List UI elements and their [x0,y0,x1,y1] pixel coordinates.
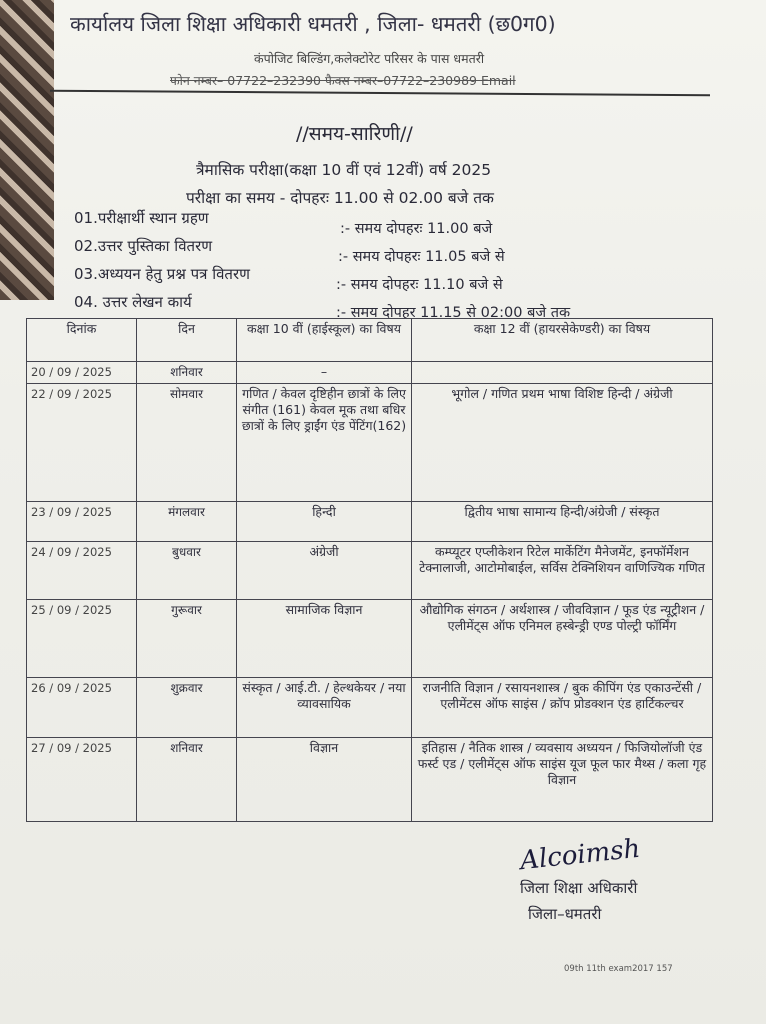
row-class12: इतिहास / नैतिक शास्त्र / व्यवसाय अध्ययन / फिजियोलॉजी एंड फर्स्ट एड / एलीमेंट्स ऑफ साइंस यूज फूल फार मैथ्स / कला गृह विज्ञान [412,738,713,822]
row-date: 23 / 09 / 2025 [27,502,137,542]
header-date: दिनांक [27,319,137,362]
row-date: 26 / 09 / 2025 [27,678,137,738]
row-class10: अंग्रेजी [237,542,412,600]
schedule-label-3: 03.अध्ययन हेतु प्रश्न पत्र वितरण [74,265,250,283]
office-address: कंपोजिट बिल्डिंग,कलेक्टोरेट परिसर के पास धमतरी [254,51,485,66]
row-class12: द्वितीय भाषा सामान्य हिन्दी/अंग्रेजी / संस्कृत [412,502,713,542]
officer-place: जिला–धमतरी [528,905,602,923]
row-day: शनिवार [137,738,237,822]
row-date: 24 / 09 / 2025 [27,542,137,600]
document-title: //समय-सारिणी// [296,123,413,145]
row-class10: सामाजिक विज्ञान [237,600,412,678]
exam-subtitle: त्रैमासिक परीक्षा(कक्षा 10 वीं एवं 12वीं) वर्ष 2025 [196,161,492,179]
schedule-value-4: :- समय दोपहर 11.15 से 02:00 बजे तक [336,305,571,321]
exam-time: परीक्षा का समय - दोपहरः 11.00 से 02.00 बजे तक [186,189,494,207]
row-class12: कम्प्यूटर एप्लीकेशन रिटेल मार्केटिंग मैनेजमेंट, इनफॉर्मेशन टेक्नालाजी, आटोमोबाईल, सर्विस टेक्निशियन वाणिज्यिक गणित [412,542,713,600]
schedule-label-2: 02.उत्तर पुस्तिका वितरण [74,237,213,255]
row-class10: – [237,362,412,384]
background-fabric [0,0,54,300]
table-row [27,738,713,822]
schedule-label-4: 04. उत्तर लेखन कार्य [74,293,192,311]
row-class10: हिन्दी [237,502,412,542]
row-class12 [412,362,713,384]
header-class12: कक्षा 12 वीं (हायरसेकेण्डरी) का विषय [412,319,713,362]
row-class10: गणित / केवल दृष्टिहीन छात्रों के लिए संगीत (161) केवल मूक तथा बधिर छात्रों के लिए ड्राईंग एंड पेंटिंग(162) [237,384,412,502]
row-day: मंगलवार [137,502,237,542]
document-footnote: 09th 11th exam2017 157 [564,964,673,974]
officer-signature: Alcoimsh [518,833,642,877]
row-date: 27 / 09 / 2025 [27,738,137,822]
row-class12: औद्योगिक संगठन / अर्थशास्त्र / जीवविज्ञान / फूड एंड न्यूट्रीशन / एलीमेंट्स ऑफ एनिमल हस्बेन्ड्री एण्ड पोल्ट्री फॉर्मिंग [412,600,713,678]
office-title: कार्यालय जिला शिक्षा अधिकारी धमतरी , जिला- धमतरी (छ0ग0) [70,12,556,36]
table-row [27,678,713,738]
row-class10: विज्ञान [237,738,412,822]
table-header-row [27,319,713,362]
schedule-value-1: :- समय दोपहरः 11.00 बजे [340,221,493,237]
row-class12: भूगोल / गणित प्रथम भाषा विशिष्ट हिन्दी / अंग्रेजी [412,384,713,502]
row-class10: संस्कृत / आई.टी. / हेल्थकेयर / नया व्यावसायिक [237,678,412,738]
office-contact [170,72,516,89]
row-date: 22 / 09 / 2025 [27,384,137,502]
table-row [27,384,713,502]
officer-title: जिला शिक्षा अधिकारी [520,879,638,897]
row-day: गुरूवार [137,600,237,678]
header-day: दिन [137,319,237,362]
header-class10: कक्षा 10 वीं (हाईस्कूल) का विषय [237,319,412,362]
row-day: शनिवार [137,362,237,384]
row-date: 25 / 09 / 2025 [27,600,137,678]
row-class12: राजनीति विज्ञान / रसायनशास्त्र / बुक कीपिंग एंड एकाउन्टेंसी / एलीमेंटस ऑफ साइंस / क्रॉप प्रोडक्शन एंड हार्टिकल्चर [412,678,713,738]
table-row [27,362,713,384]
row-date: 20 / 09 / 2025 [27,362,137,384]
schedule-label-1: 01.परीक्षार्थी स्थान ग्रहण [74,209,209,227]
table-row [27,600,713,678]
row-day: सोमवार [137,384,237,502]
row-day: शुक्रवार [137,678,237,738]
row-day: बुधवार [137,542,237,600]
schedule-value-3: :- समय दोपहरः 11.10 बजे से [336,277,503,293]
table-row [27,502,713,542]
schedule-value-2: :- समय दोपहरः 11.05 बजे से [338,249,505,265]
table-row [27,542,713,600]
contact-text: फोन नम्बर– 07722–232390 फैक्स नम्बर–07722–230989 Email [170,73,516,88]
exam-timetable [26,318,713,822]
